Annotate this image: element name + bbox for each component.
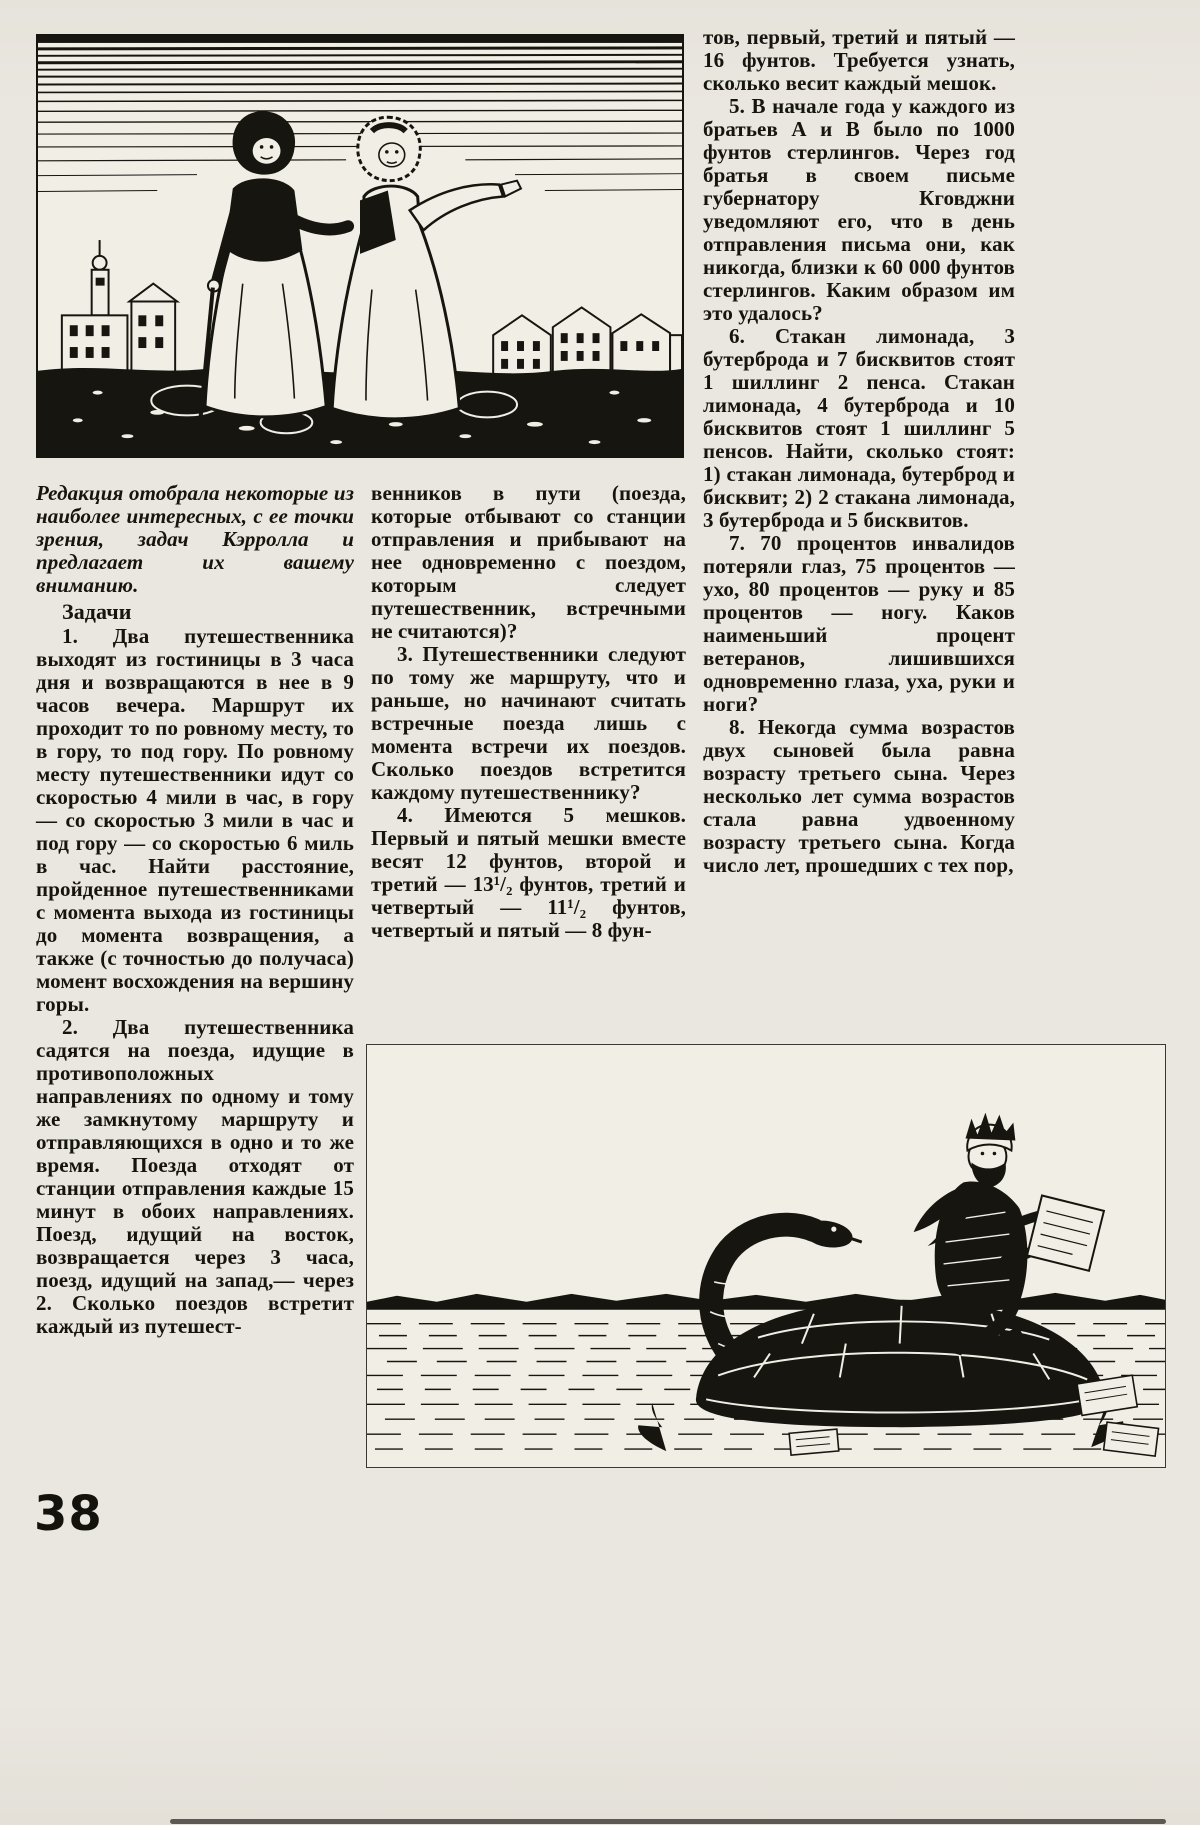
two-ladies-illustration-svg [38, 36, 682, 456]
problem-2-continuation: венников в пути (поезда, которые отбывают со станции отправления и прибывают на нее одновременно с поездом, которым следует путешественник, встречными не считаются)? [371, 481, 686, 643]
text-column-3 [703, 26, 1015, 877]
illustration-two-ladies [36, 34, 684, 458]
problem-7: 7. 70 процентов инвалидов потеряли глаз, 75 процентов — ухо, 80 процентов — руку и 85 процентов — ногу. Каков наименьший процент ветеранов, лишившихся одновременно глаза, уха, руки и ноги? [703, 531, 1015, 716]
section-heading: Задачи [62, 599, 132, 624]
page-number: 38 [34, 1486, 103, 1542]
problem-3: 3. Путешественники следуют по тому же маршруту, что и раньше, но начинают считать встречные поезда лишь с момента встречи их поездов. Сколько поездов встретится каждому путешественнику? [371, 642, 686, 804]
problem-4-continuation: тов, первый, третий и пятый — 16 фунтов. Требуется узнать, сколько весит каждый мешок. [703, 25, 1015, 95]
turtle-rider-illustration-svg [367, 1045, 1165, 1467]
text-column-1 [36, 482, 354, 1338]
problem-2: 2. Два путешественника садятся на поезда, идущие в противоположных направлениях по одному и тому же замкнутому маршруту и отправляющихся в одно и то же время. Поезда отходят от станции отправления каждые 15 минут в обоих направлениях. Поезд, идущий на восток, возвращается через 3 часа, поезд, идущий на запад,— через 2. Сколько поездов встретит каждый из путешест- [36, 1015, 354, 1338]
illustration-turtle-rider [366, 1044, 1166, 1468]
problem-4: 4. Имеются 5 мешков. Первый и пятый мешки вместе весят 12 фунтов, второй и третий — 13¹/₂ фунтов, третий и четвертый — 11¹/₂ фунтов, четвертый и пятый — 8 фун- [371, 803, 686, 942]
problem-1: 1. Два путешественника выходят из гостиницы в 3 часа дня и возвращаются в нее в 9 часов вечера. Маршрут их проходит то по ровному месту, то в гору, то под гору. По ровному месту путешественники идут со скоростью 4 мили в час, в гору — со скоростью 3 мили в час и под гору — со скоростью 6 миль в час. Найти расстояние, пройденное путешественниками с момента выхода из гостиницы до момента возвращения, а также (с точностью до получаса) момент восхождения на вершину горы. [36, 624, 354, 1016]
scan-artifact-bottom-edge [170, 1819, 1166, 1824]
editorial-intro: Редакция отобрала некоторые из наиболее интересных, с ее точки зрения, задач Кэрролла и предлагает их вашему вниманию. [36, 481, 354, 597]
problem-8: 8. Некогда сумма возрастов двух сыновей была равна возрасту третьего сына. Через несколько лет сумма возрастов стала равна удвоенному возрасту третьего сына. Когда число лет, прошедших с тех пор, [703, 715, 1015, 877]
problem-5: 5. В начале года у каждого из братьев А и В было по 1000 фунтов стерлингов. Через год братья в своем письме губернатору Кговджни уведомляют его, что в день отправления письма они, как никогда, близки к 60 000 фунтов стерлингов. Каким образом им это удалось? [703, 94, 1015, 325]
text-column-2 [371, 482, 686, 942]
problem-6: 6. Стакан лимонада, 3 бутерброда и 7 бисквитов стоят 1 шиллинг 2 пенса. Стакан лимонада, 4 бутерброда и 10 бисквитов стоят 1 шиллинг 5 пенсов. Найти, сколько стоят: 1) стакан лимонада, бутерброд и бисквит; 2) 2 стакана лимонада, 3 бутерброда и 5 бисквитов. [703, 324, 1015, 532]
